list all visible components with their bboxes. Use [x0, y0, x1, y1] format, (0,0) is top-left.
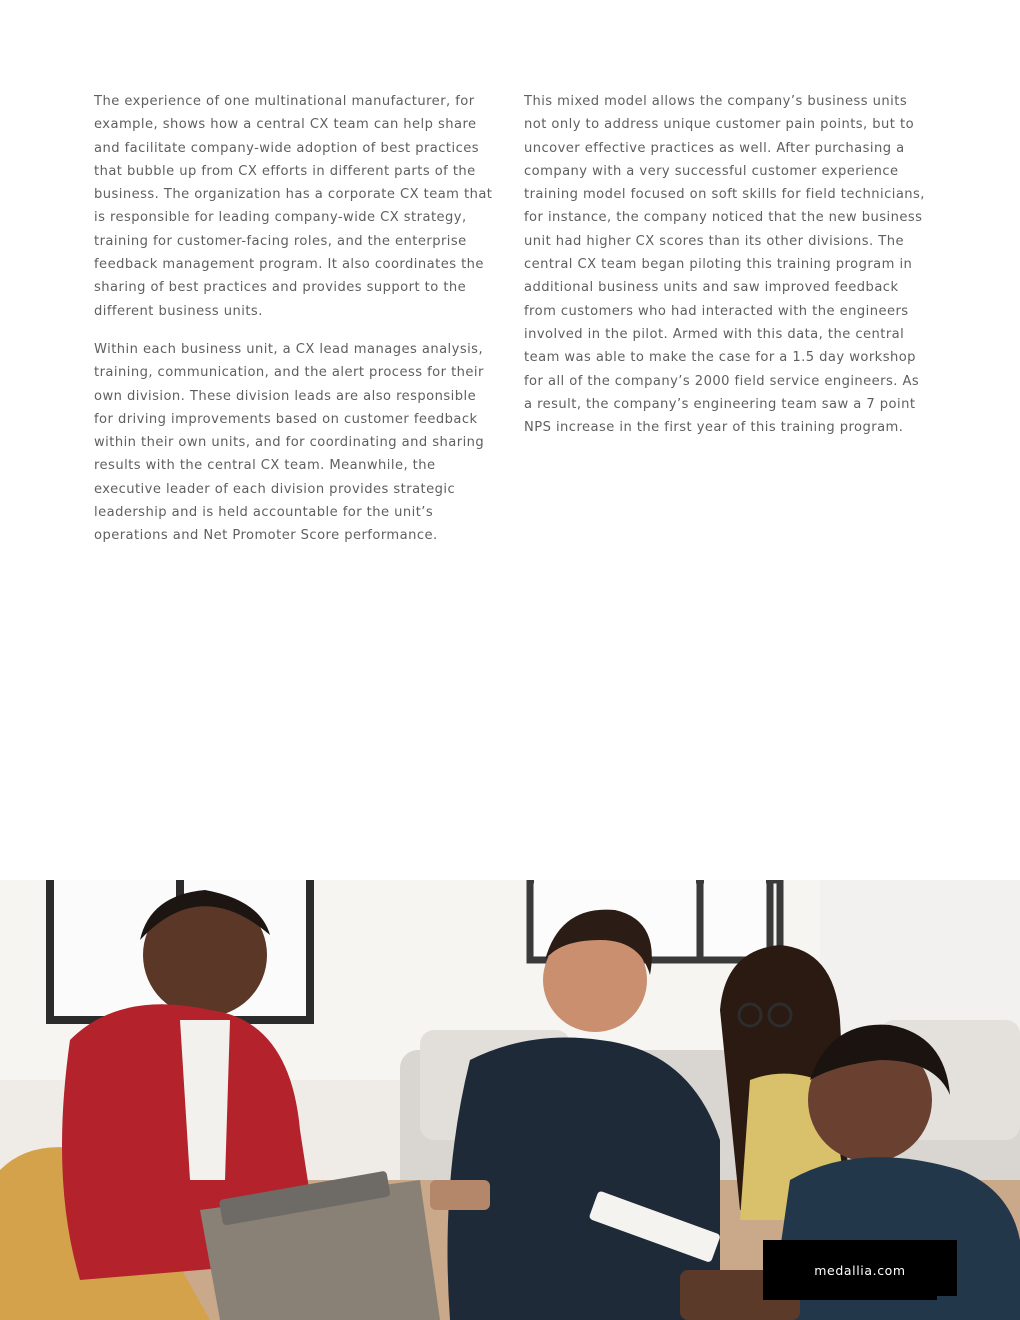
paragraph-mixed-model: This mixed model allows the company’s business units not only to address unique customer pain points, but to uncover effective practices as well. After purchasing a company with a very successful customer experience training model focused on soft skills for field technicians, for instance, the company noticed that the new business unit had higher CX scores than its other divisions. The central CX team began piloting this training program in additional business units and saw improved feedback from customers who had interacted with the engineers involved in the pilot. Armed with this data, the central team was able to make the case for a 1.5 day workshop for all of the company’s 2000 field service engineers. As a result, the company’s engineering team saw a 7 point NPS increase in the first year of this training program.	[524, 94, 925, 436]
footer-site-badge	[763, 1240, 957, 1296]
paragraph-manufacturer-example: The experience of one multinational manufacturer, for example, shows how a central CX team can help share and facilitate company-wide adoption of best practices that bubble up from CX efforts in different parts of the business. The organization has a corporate CX team that is responsible for leading company-wide CX strategy, training for customer-facing roles, and the enterprise feedback management program. It also coordinates the sharing of best practices and provides support to the different business units.	[94, 94, 493, 319]
footer-badge-tail	[763, 1290, 937, 1300]
article-right-column	[524, 90, 926, 454]
article-left-column	[94, 90, 496, 563]
footer-site-url[interactable]: medallia.com	[814, 1262, 906, 1278]
paragraph-business-unit-leads: Within each business unit, a CX lead manages analysis, training, communication, and the alert process for their own division. These division leads are also responsible for driving improvements based on customer feedback within their own units, and for coordinating and sharing results with the central CX team. Meanwhile, the executive leader of each division provides strategic leadership and is held accountable for the unit’s operations and Net Promoter Score performance.	[94, 341, 485, 544]
